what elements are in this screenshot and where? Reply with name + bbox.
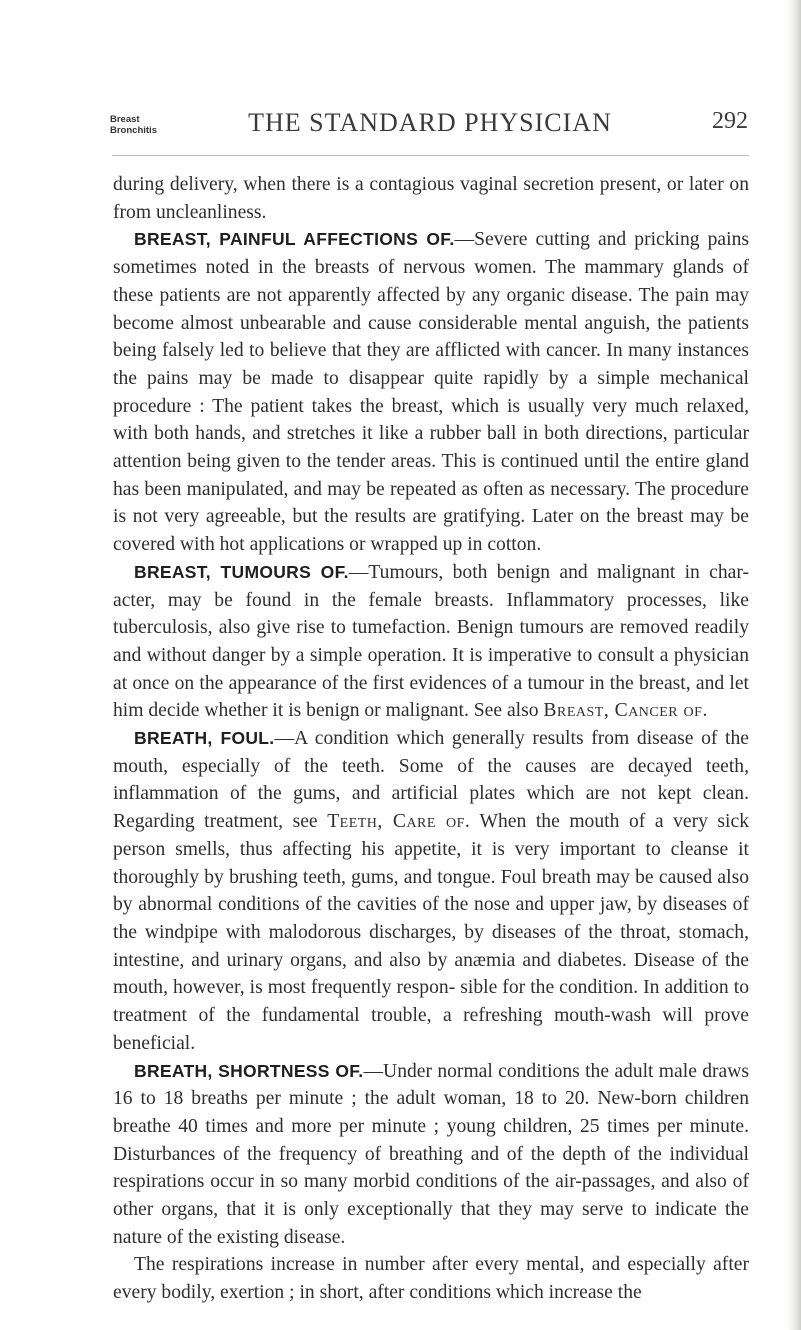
page-body — [113, 171, 749, 1307]
entry-headword: BREATH, SHORTNESS OF. — [134, 1060, 364, 1081]
section-marker-end: Bronchitis — [110, 125, 157, 136]
section-marker-start: Breast — [110, 114, 140, 125]
cross-reference: Teeth, Care of. — [327, 811, 471, 833]
entry-breath-foul — [113, 725, 749, 1057]
entry-breast-tumours — [113, 559, 749, 725]
entry-breath-shortness — [113, 1058, 749, 1252]
running-head — [110, 108, 750, 148]
entry-text: —A condition which generally results from disease of the mouth, especially of the teeth. Some of the causes are decayed teeth, inflammation of the gums, and artificial plates which are not kept clean. Regarding treatment, see — [113, 728, 749, 833]
cross-reference: Breast, Cancer of. — [543, 700, 708, 722]
entry-headword: BREAST, TUMOURS OF. — [134, 561, 349, 582]
header-rule — [112, 155, 749, 156]
entry-text: —Severe cutting and pricking pains sometimes noted in the breasts of nervous women. The mammary glands of these patients are not apparently affected by any organic disease. The pain may become almost unbearable and cause considerable mental anguish, the patients being falsely led to believe that they are afflicted with cancer. In many instances the pains may be made to disappear quite rapidly by a simple mechanical procedure : The patient takes the breast, which is usually very much relaxed, with both hands, and stretches it like a rubber ball in both directions, particular attention being given to the tender areas. This is continued until the entire gland has been manipulated, and may be repeated as often as necessary. The procedure is not very agreeable, but the results are gratifying. Later on the breast may be covered with hot applications or wrapped up in cotton. — [113, 229, 749, 556]
page-number: 292 — [712, 108, 748, 134]
entry-text: —Under normal conditions the adult male draws 16 to 18 breaths per minute ; the adult woman, 18 to 20. New-born children breathe 40 times and more per minute ; young children, 25 times per minute. Disturbances of the frequency of breathing and of the depth of the individual respirations occur in so many morbid conditions of the air-passages, and also of other organs, that it is only exceptionally that they may serve to indicate the nature of the existing disease. — [113, 1060, 749, 1248]
final-paragraph: The respirations increase in number after every mental, and especially after every bodily, exertion ; in short, after conditions which increase the — [113, 1254, 749, 1304]
page-edge-shadow — [787, 0, 801, 1330]
entry-text-after: When the mouth of a very sick person smells, thus affecting his appetite, it is very important to cleanse it thoroughly by brushing teeth, gums, and tongue. Foul breath may be caused also by abnormal conditions of the cavities of the nose and upper jaw, by diseases of the windpipe with malodorous discharges, by diseases of the throat, stomach, intestine, and urinary organs, and also by anæmia and diabetes. Disease of the mouth, however, is most frequently respon- sible for the condition. In addition to treatment of the fundamental trouble, a refreshing mouth-wash will prove beneficial. — [113, 811, 749, 1054]
entry-breast-painful-affections — [113, 226, 749, 558]
book-title: THE STANDARD PHYSICIAN — [248, 108, 612, 137]
entry-headword: BREATH, FOUL. — [134, 728, 275, 749]
continuation-paragraph: during delivery, when there is a contagious vaginal secretion present, or later on from uncleanliness. — [113, 174, 749, 223]
entry-text: —Tumours, both benign and malignant in char- acter, may be found in the female breasts. Inflammatory processes, like tuberculosis, also give rise to tumefaction. Benign tumours are removed readily and without danger by a simple operation. It is imperative to consult a physician at once on the appearance of the first evidences of a tumour in the breast, and let him decide whether it is benign or malignant. See also — [113, 561, 750, 722]
entry-headword: BREAST, PAINFUL AFFECTIONS OF. — [134, 229, 455, 250]
